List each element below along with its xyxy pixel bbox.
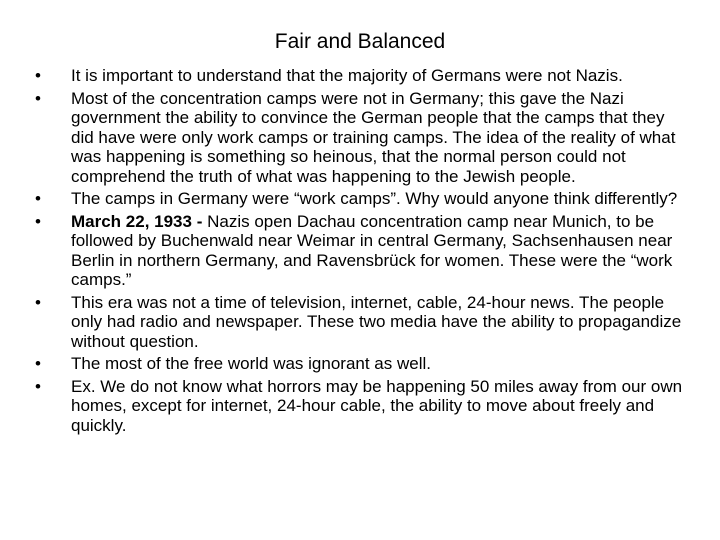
bullet-text: Nazis open Dachau concentration camp near Munich, to be followed by Buchenwald near Weimar in central Germany, Sachsenhausen near Berlin in northern Germany, and Ravensbrück for women. These were the “work camps.” (71, 211, 673, 289)
bullet-icon: • (35, 189, 41, 208)
bullet-text: Most of the concentration camps were not in Germany; this gave the Nazi government the ability to convince the German people that the camps that they did have were only work camps or training camps. The idea of the reality of what was happening is something so heinous, that the normal person could not comprehend the truth of what was happening to the Jewish people. (71, 88, 676, 186)
bullet-item (28, 377, 688, 436)
bullet-text: It is important to understand that the majority of Germans were not Nazis. (71, 66, 623, 85)
bullet-text: Ex. We do not know what horrors may be happening 50 miles away from our own homes, except for internet, 24-hour cable, the ability to move about freely and quickly. (71, 376, 683, 435)
bullet-item (28, 189, 688, 209)
bullet-text: The most of the free world was ignorant as well. (71, 354, 431, 373)
bullet-list (28, 66, 688, 435)
bullet-item (28, 212, 688, 290)
bullet-item (28, 354, 688, 374)
slide-title: Fair and Balanced (274, 30, 446, 53)
bullet-item (28, 66, 688, 86)
bullet-icon: • (35, 88, 41, 108)
bullet-icon: • (35, 376, 41, 396)
bullet-icon: • (35, 66, 41, 85)
bullet-item (28, 293, 688, 352)
bullet-icon: • (35, 211, 41, 231)
bullet-text: The camps in Germany were “work camps”. Why would anyone think differently? (71, 189, 678, 208)
bullet-date-label: March 22, 1933 - (71, 211, 203, 231)
bullet-text: This era was not a time of television, internet, cable, 24-hour news. The people only had radio and newspaper. These two media have the ability to propagandize without question. (71, 292, 682, 351)
bullet-icon: • (35, 292, 41, 312)
bullet-item (28, 89, 688, 187)
bullet-icon: • (35, 354, 41, 373)
